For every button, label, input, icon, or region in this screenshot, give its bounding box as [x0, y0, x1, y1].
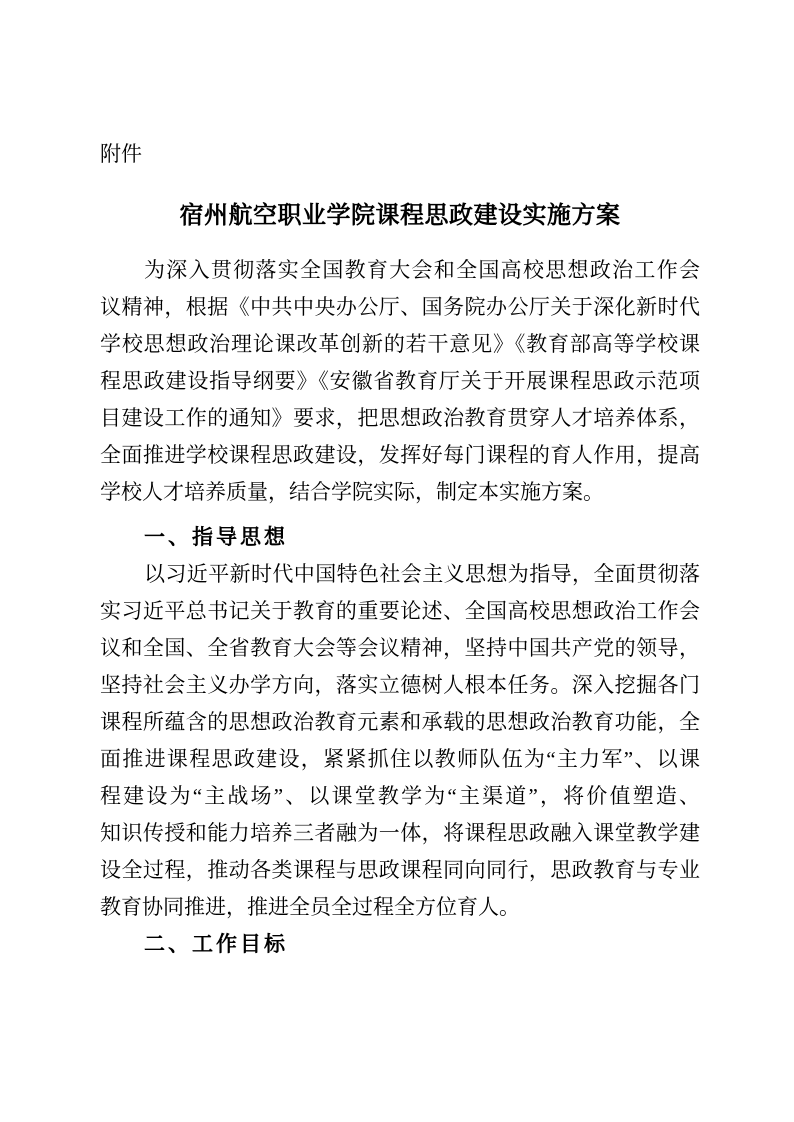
paragraph-line: 设全过程，推动各类课程与思政课程同向同行，思政教育与专业: [100, 858, 700, 882]
paragraph-line: 以习近平新时代中国特色社会主义思想为指导，全面贯彻落: [144, 562, 700, 586]
paragraph-line: 学校思想政治理论课改革创新的若干意见》《教育部高等学校课: [100, 332, 700, 356]
paragraph-line: 实习近平总书记关于教育的重要论述、全国高校思想政治工作会: [100, 599, 700, 623]
paragraph-line: 面推进课程思政建设，紧紧抓住以教师队伍为“主力军”、以课: [100, 747, 700, 771]
section-heading-guiding-ideology: 一、指导思想: [144, 525, 288, 549]
paragraph-line: 程思政建设指导纲要》《安徽省教育厅关于开展课程思政示范项: [100, 369, 700, 393]
guiding-ideology-paragraph: [100, 556, 700, 926]
paragraph-line: 知识传授和能力培养三者融为一体，将课程思政融入课堂教学建: [100, 821, 700, 845]
document-title: 宿州航空职业学院课程思政建设实施方案: [179, 203, 621, 229]
paragraph-line: 学校人才培养质量，结合学院实际，制定本实施方案。: [100, 480, 604, 504]
paragraph-line: 课程所蕴含的思想政治教育元素和承载的思想政治教育功能，全: [100, 710, 700, 734]
paragraph-line: 议和全国、全省教育大会等会议精神，坚持中国共产党的领导，: [100, 636, 700, 660]
attachment-label: 附件: [100, 142, 142, 166]
section-heading-work-goals: 二、工作目标: [144, 932, 288, 956]
paragraph-line: 程建设为“主战场”、以课堂教学为“主渠道”，将价值塑造、: [100, 784, 700, 808]
paragraph-line: 议精神，根据《中共中央办公厅、国务院办公厅关于深化新时代: [100, 295, 700, 319]
paragraph-line: 为深入贯彻落实全国教育大会和全国高校思想政治工作会: [144, 258, 700, 282]
paragraph-line: 目建设工作的通知》要求，把思想政治教育贯穿人才培养体系，: [100, 406, 700, 430]
intro-paragraph: [100, 252, 700, 511]
paragraph-line: 教育协同推进，推进全员全过程全方位育人。: [100, 895, 520, 919]
paragraph-line: 坚持社会主义办学方向，落实立德树人根本任务。深入挖掘各门: [100, 673, 700, 697]
document-content: [100, 140, 700, 963]
paragraph-line: 全面推进学校课程思政建设，发挥好每门课程的育人作用，提高: [100, 443, 700, 467]
